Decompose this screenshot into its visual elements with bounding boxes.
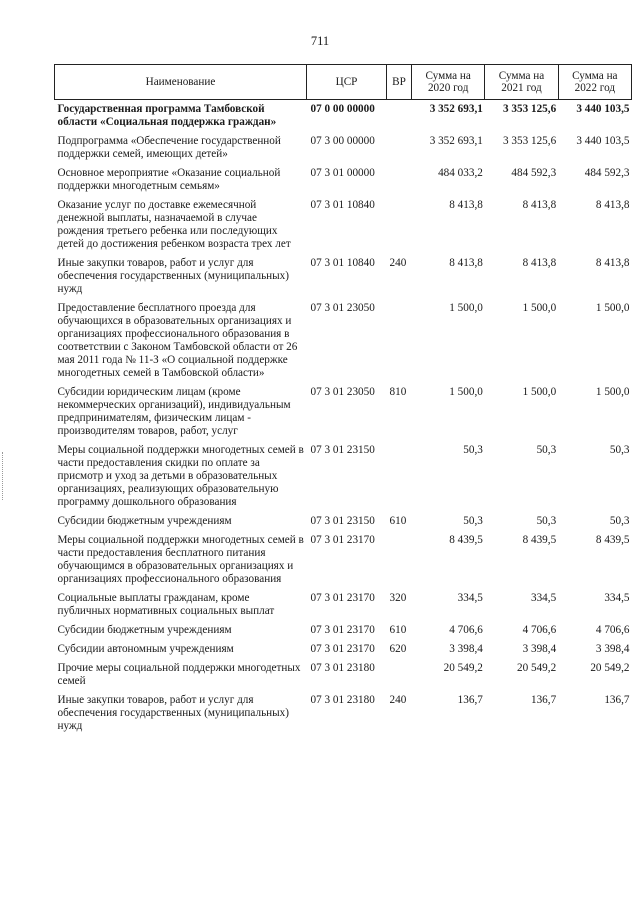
header-sum-2020: Сумма на 2020 год: [412, 65, 485, 100]
cell-sum-2021: 484 592,3: [511, 167, 557, 179]
cell-sum-2021: 20 549,2: [517, 662, 557, 674]
cell-csr: 07 3 01 23170: [310, 624, 375, 636]
cell-csr: 07 3 01 23050: [310, 386, 375, 398]
cell-sum-2022: 4 706,6: [595, 624, 630, 636]
table-row: [55, 589, 632, 621]
header-sum-2021: Сумма на 2021 год: [485, 65, 558, 100]
table-row: [55, 254, 632, 299]
cell-sum-2021: 1 500,0: [522, 302, 557, 314]
table-row: [55, 100, 632, 133]
table-row: [55, 132, 632, 164]
header-csr: ЦСР: [307, 65, 387, 100]
table-row: [55, 691, 632, 736]
cell-sum-2020: 8 439,5: [449, 534, 483, 546]
cell-csr: 07 3 01 00000: [310, 167, 375, 179]
table-row: [55, 640, 632, 659]
cell-sum-2020: 1 500,0: [449, 386, 483, 398]
cell-vr: [387, 164, 412, 196]
cell-sum-2021: 334,5: [530, 592, 557, 604]
cell-name: Субсидии бюджетным учреждениям: [57, 515, 232, 527]
cell-vr: 610: [389, 624, 407, 636]
cell-sum-2022: 20 549,2: [590, 662, 630, 674]
table-row: [55, 383, 632, 441]
cell-name: Подпрограмма «Обеспечение государственной поддержки семей, имеющих детей»: [57, 135, 281, 160]
cell-sum-2020: 4 706,6: [449, 624, 483, 636]
cell-sum-2021: 8 413,8: [522, 257, 557, 269]
table-row: [55, 512, 632, 531]
cell-csr: 07 3 01 23180: [310, 694, 375, 706]
cell-sum-2020: 1 500,0: [449, 302, 483, 314]
cell-sum-2020: 484 033,2: [438, 167, 483, 179]
table-row: [55, 441, 632, 512]
cell-csr: 07 3 01 23150: [310, 444, 375, 456]
cell-sum-2020: 8 413,8: [449, 257, 483, 269]
cell-sum-2021: 4 706,6: [522, 624, 557, 636]
cell-csr: 07 3 01 23170: [310, 643, 375, 655]
cell-csr: 07 3 01 23150: [310, 515, 375, 527]
cell-name: Меры социальной поддержки многодетных семей в части предоставления бесплатного питания обучающимся в образовательных организациях и организациях профессионального образования: [57, 534, 304, 585]
cell-vr: 240: [389, 694, 407, 706]
cell-sum-2021: 8 439,5: [522, 534, 557, 546]
cell-sum-2020: 136,7: [457, 694, 483, 706]
cell-name: Субсидии бюджетным учреждениям: [57, 624, 232, 636]
cell-sum-2022: 484 592,3: [584, 167, 630, 179]
cell-vr: 610: [389, 515, 407, 527]
cell-sum-2021: 1 500,0: [522, 386, 557, 398]
cell-sum-2021: 3 353 125,6: [503, 103, 557, 115]
cell-name: Прочие меры социальной поддержки многодетных семей: [57, 662, 301, 687]
cell-sum-2022: 1 500,0: [595, 302, 630, 314]
budget-table: [54, 64, 632, 736]
cell-csr: 07 3 01 23180: [310, 662, 375, 674]
table-row: [55, 621, 632, 640]
cell-vr: [387, 100, 412, 133]
header-name: Наименование: [55, 65, 307, 100]
cell-csr: 07 0 00 00000: [310, 103, 375, 115]
table-body: [55, 100, 632, 737]
cell-vr: [387, 659, 412, 691]
cell-sum-2022: 1 500,0: [595, 386, 630, 398]
cell-csr: 07 3 01 10840: [310, 199, 375, 211]
cell-sum-2022: 136,7: [604, 694, 630, 706]
cell-sum-2020: 20 549,2: [443, 662, 483, 674]
cell-name: Предоставление бесплатного проезда для обучающихся в образовательных организациях и организациях профессионального образования в соответствии с Законом Тамбовской области от 26 мая 2011 года № 11-З «О социальной поддержке многодетных семей в Тамбовской области»: [57, 302, 298, 379]
cell-name: Субсидии юридическим лицам (кроме некоммерческих организаций), индивидуальным предпринимателям, физическим лицам - производителям товаров, работ, услуг: [57, 386, 291, 437]
cell-name: Иные закупки товаров, работ и услуг для обеспечения государственных (муниципальных) нужд: [57, 257, 289, 295]
cell-sum-2021: 3 398,4: [522, 643, 557, 655]
cell-sum-2022: 8 439,5: [595, 534, 630, 546]
cell-csr: 07 3 01 10840: [310, 257, 375, 269]
cell-name: Основное мероприятие «Оказание социальной поддержки многодетным семьям»: [57, 167, 281, 192]
cell-name: Социальные выплаты гражданам, кроме публичных нормативных социальных выплат: [57, 592, 275, 617]
cell-sum-2022: 3 440 103,5: [576, 103, 630, 115]
cell-sum-2021: 8 413,8: [522, 199, 557, 211]
cell-sum-2020: 3 352 693,1: [429, 135, 483, 147]
cell-sum-2021: 136,7: [530, 694, 557, 706]
cell-vr: 240: [389, 257, 407, 269]
cell-vr: [387, 531, 412, 589]
cell-csr: 07 3 01 23170: [310, 592, 375, 604]
cell-sum-2022: 3 398,4: [595, 643, 630, 655]
cell-sum-2020: 8 413,8: [449, 199, 483, 211]
cell-csr: 07 3 01 23170: [310, 534, 375, 546]
table-row: [55, 196, 632, 254]
cell-vr: [387, 196, 412, 254]
scan-artifact: [2, 452, 6, 500]
cell-sum-2020: 334,5: [457, 592, 483, 604]
cell-sum-2020: 3 398,4: [449, 643, 483, 655]
cell-sum-2022: 50,3: [609, 515, 630, 527]
table-row: [55, 659, 632, 691]
cell-csr: 07 3 00 00000: [310, 135, 375, 147]
cell-vr: [387, 132, 412, 164]
page-number: 711: [310, 34, 330, 48]
cell-sum-2020: 50,3: [463, 515, 483, 527]
cell-sum-2020: 50,3: [463, 444, 483, 456]
cell-sum-2022: 3 440 103,5: [576, 135, 630, 147]
table-header: [55, 65, 632, 100]
cell-vr: 320: [389, 592, 407, 604]
cell-name: Оказание услуг по доставке ежемесячной денежной выплаты, назначаемой в случае рождения третьего ребенка или последующих детей до достижения ребенком возраста трех лет: [57, 199, 291, 250]
cell-vr: 620: [389, 643, 407, 655]
cell-sum-2022: 50,3: [609, 444, 630, 456]
cell-vr: [387, 299, 412, 383]
cell-name: Субсидии автономным учреждениям: [57, 643, 234, 655]
cell-sum-2021: 50,3: [536, 515, 557, 527]
table-row: [55, 531, 632, 589]
cell-vr: 810: [389, 386, 407, 398]
cell-sum-2022: 8 413,8: [595, 199, 630, 211]
table-row: [55, 299, 632, 383]
cell-sum-2021: 3 353 125,6: [503, 135, 557, 147]
cell-sum-2021: 50,3: [536, 444, 557, 456]
header-vr: ВР: [387, 65, 412, 100]
cell-name: Меры социальной поддержки многодетных семей в части предоставления скидки по оплате за присмотр и уход за детьми в образовательных организациях, реализующих образовательную программу дошкольного образования: [57, 444, 304, 508]
cell-sum-2022: 8 413,8: [595, 257, 630, 269]
cell-name: Иные закупки товаров, работ и услуг для обеспечения государственных (муниципальных) нужд: [57, 694, 289, 732]
cell-name: Государственная программа Тамбовской области «Социальная поддержка граждан»: [57, 103, 277, 128]
cell-sum-2022: 334,5: [604, 592, 630, 604]
cell-vr: [387, 441, 412, 512]
table-row: [55, 164, 632, 196]
header-sum-2022: Сумма на 2022 год: [558, 65, 631, 100]
cell-sum-2020: 3 352 693,1: [429, 103, 483, 115]
cell-csr: 07 3 01 23050: [310, 302, 375, 314]
